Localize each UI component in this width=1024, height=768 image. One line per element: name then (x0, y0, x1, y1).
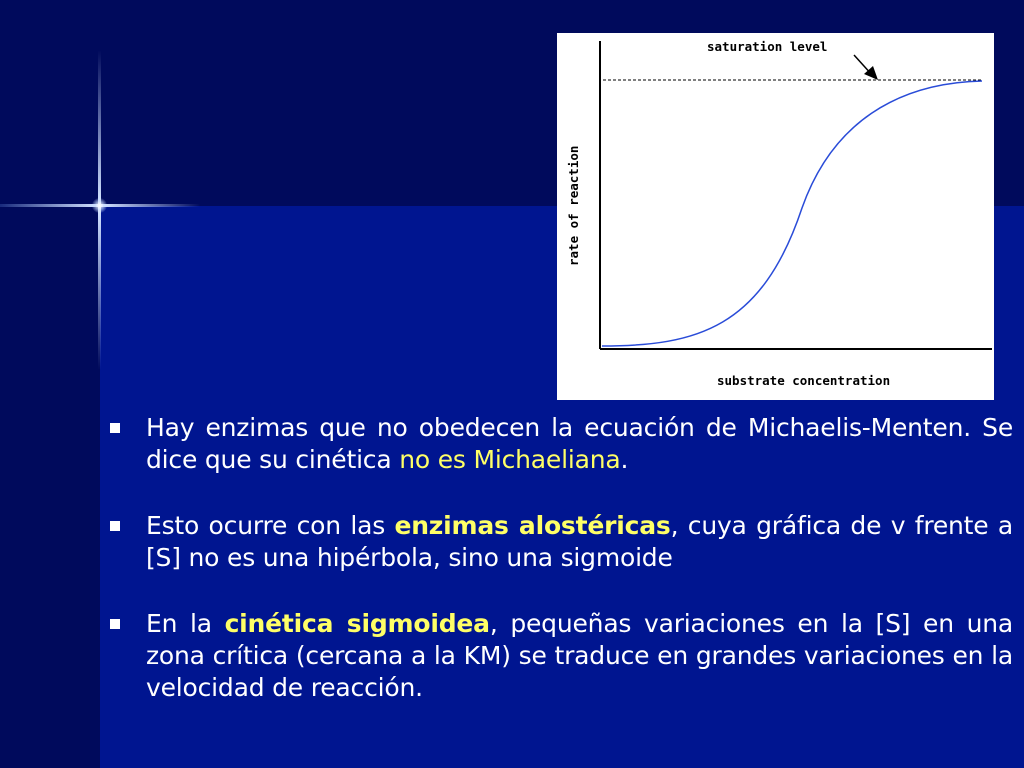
bullet-item (108, 608, 1013, 704)
bullet-text-end: , cuya gráfica de v frente a [S] no es una hipérbola, sino una sigmoide (146, 511, 1013, 572)
bullet-list (108, 412, 1013, 738)
y-axis-label: rate of reaction (566, 145, 581, 266)
background-left-band (0, 206, 100, 768)
bullet-text: Hay enzimas que no obedecen la ecuación de Michaelis-Menten. Se dice que su cinética (146, 413, 1013, 474)
sigmoid-curve (602, 81, 982, 346)
bullet-text-end: , pequeñas variaciones en la [S] en una zona crítica (cercana a la KM) se traduce en grandes variaciones en la velocidad de reacción. (146, 609, 1013, 702)
saturation-level-label: saturation level (707, 39, 828, 54)
star-sparkle-icon (92, 198, 107, 213)
sigmoid-curve-diagram (557, 33, 994, 400)
sigmoid-curve-figure (557, 33, 994, 400)
bullet-text: Esto ocurre con las (146, 511, 395, 540)
bullet-highlight: enzimas alostéricas (394, 511, 671, 540)
bullet-highlight: cinética sigmoidea (224, 609, 490, 638)
bullet-square-icon (110, 423, 120, 433)
bullet-text: En la (146, 609, 225, 638)
bullet-item (108, 412, 1013, 476)
bullet-highlight: no es Michaeliana (399, 445, 621, 474)
x-axis-label: substrate concentration (717, 373, 891, 388)
bullet-square-icon (110, 619, 120, 629)
bullet-square-icon (110, 521, 120, 531)
bullet-item (108, 510, 1013, 574)
bullet-text-end: . (620, 445, 629, 474)
